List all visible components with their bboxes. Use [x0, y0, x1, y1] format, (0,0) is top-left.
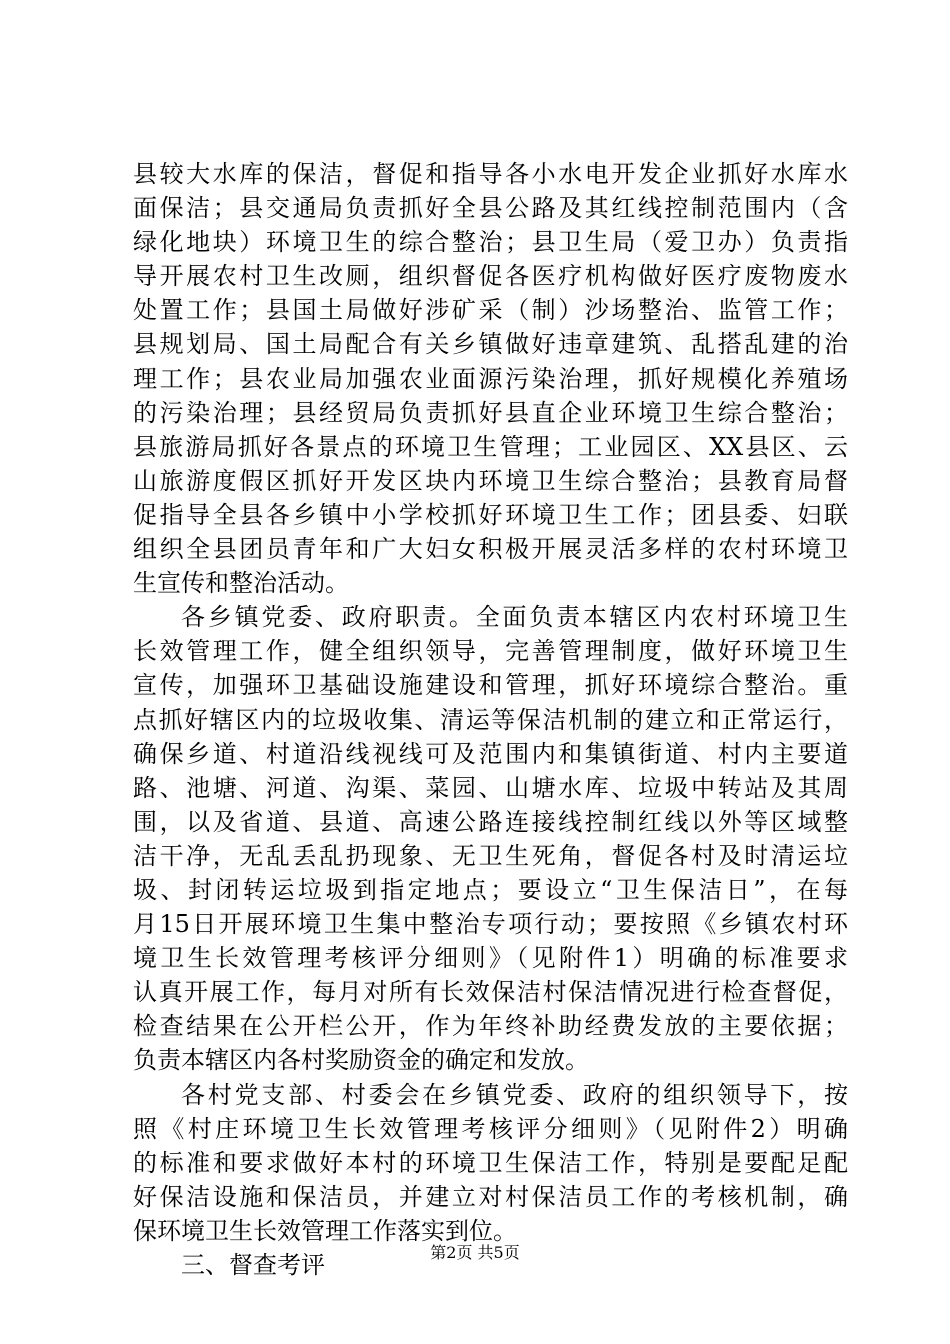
text-line: 确保乡道、村道沿线视线可及范围内和集镇街道、村内主要道	[133, 739, 848, 768]
text-line: 认真开展工作，每月对所有长效保洁村保洁情况进行检查督促，	[133, 978, 848, 1007]
text-line: 县旅游局抓好各景点的环境卫生管理；工业园区、XX县区、云	[133, 432, 848, 461]
text-line: 保环境卫生长效管理工作落实到位。	[133, 1216, 517, 1245]
text-line: 好保洁设施和保洁员，并建立对村保洁员工作的考核机制，确	[133, 1182, 848, 1211]
text-line: 负责本辖区内各村奖励资金的确定和发放。	[133, 1046, 589, 1075]
page-footer: 第2页 共5页	[430, 1243, 520, 1262]
text-line: 点抓好辖区内的垃圾收集、清运等保洁机制的建立和正常运行，	[133, 705, 848, 734]
text-line: 的标准和要求做好本村的环境卫生保洁工作，特别是要配足配	[133, 1148, 848, 1177]
text-line: 月15日开展环境卫生集中整治专项行动；要按照《乡镇农村环	[133, 910, 848, 939]
text-line: 圾、封闭转运垃圾到指定地点；要设立“卫生保洁日”，在每	[133, 875, 848, 904]
text-line: 长效管理工作，健全组织领导，完善管理制度，做好环境卫生	[133, 637, 848, 666]
text-line: 县规划局、国土局配合有关乡镇做好违章建筑、乱搭乱建的治	[133, 330, 848, 359]
text-line: 洁干净，无乱丢乱扔现象、无卫生死角，督促各村及时清运垃	[133, 841, 848, 870]
text-line: 的污染治理；县经贸局负责抓好县直企业环境卫生综合整治；	[133, 398, 848, 427]
text-line: 处置工作；县国土局做好涉矿采（制）沙场整治、监管工作；	[133, 296, 848, 325]
text-line: 理工作；县农业局加强农业面源污染治理，抓好规模化养殖场	[133, 364, 848, 393]
text-line: 路、池塘、河道、沟渠、菜园、山塘水库、垃圾中转站及其周	[133, 773, 848, 802]
text-line: 组织全县团员青年和广大妇女积极开展灵活多样的农村环境卫	[133, 535, 848, 564]
text-line: 宣传，加强环卫基础设施建设和管理，抓好环境综合整治。重	[133, 671, 848, 700]
text-line: 各村党支部、村委会在乡镇党委、政府的组织领导下，按	[181, 1080, 848, 1109]
text-line: 促指导全县各乡镇中小学校抓好环境卫生工作；团县委、妇联	[133, 500, 848, 529]
text-line: 检查结果在公开栏公开，作为年终补助经费发放的主要依据；	[133, 1012, 848, 1041]
text-line: 境卫生长效管理考核评分细则》（见附件1）明确的标准要求	[133, 944, 848, 973]
text-line: 山旅游度假区抓好开发区块内环境卫生综合整治；县教育局督	[133, 466, 848, 495]
text-line: 各乡镇党委、政府职责。全面负责本辖区内农村环境卫生	[181, 603, 848, 632]
text-line: 面保洁；县交通局负责抓好全县公路及其红线控制范围内（含	[133, 194, 848, 223]
text-line: 三、督查考评	[181, 1251, 325, 1279]
text-line: 生宣传和整治活动。	[133, 569, 349, 598]
text-line: 导开展农村卫生改厕，组织督促各医疗机构做好医疗废物废水	[133, 262, 848, 291]
text-line: 围，以及省道、县道、高速公路连接线控制红线以外等区域整	[133, 807, 848, 836]
document-body	[133, 157, 848, 1282]
text-line: 绿化地块）环境卫生的综合整治；县卫生局（爱卫办）负责指	[133, 228, 848, 257]
text-line: 照《村庄环境卫生长效管理考核评分细则》（见附件2）明确	[133, 1114, 848, 1143]
text-line: 县较大水库的保洁，督促和指导各小水电开发企业抓好水库水	[133, 160, 848, 188]
